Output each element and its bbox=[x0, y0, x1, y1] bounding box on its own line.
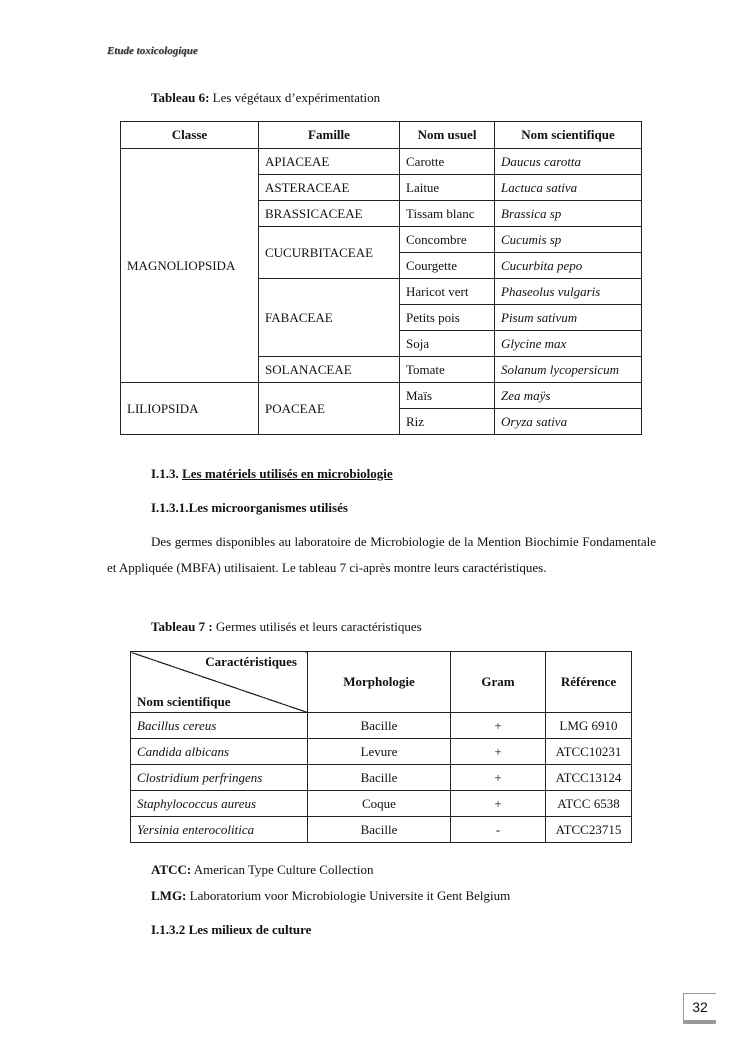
germ-name-cell: Staphylococcus aureus bbox=[131, 791, 308, 817]
table6-caption-text: Les végétaux d’expérimentation bbox=[209, 90, 381, 105]
morphology-cell: Bacille bbox=[308, 713, 451, 739]
germ-name-cell: Yersinia enterocolitica bbox=[131, 817, 308, 843]
gram-cell: + bbox=[451, 765, 546, 791]
col-header-reference: Référence bbox=[546, 652, 632, 713]
running-header: Etude toxicologique bbox=[107, 45, 198, 57]
paragraph-text: Des germes disponibles au laboratoire de Microbiologie de la Mention Biochimie Fondamentale et Appliquée (MBFA) utilisaient. Le tableau 7 ci-après montre leurs caractéristiques. bbox=[107, 534, 656, 575]
germ-name-cell: Candida albicans bbox=[131, 739, 308, 765]
reference-cell: ATCC 6538 bbox=[546, 791, 632, 817]
reference-cell: ATCC23715 bbox=[546, 817, 632, 843]
scientific-name-cell: Lactuca sativa bbox=[495, 175, 642, 201]
table-row bbox=[131, 765, 632, 791]
table6-caption bbox=[151, 90, 380, 106]
col-header-nom-scientifique: Nom scientifique bbox=[495, 122, 642, 149]
table-row bbox=[131, 739, 632, 765]
usual-name-cell: Laitue bbox=[400, 175, 495, 201]
gram-cell: + bbox=[451, 739, 546, 765]
class-cell: LILIOPSIDA bbox=[121, 383, 259, 435]
diag-header-characteristics: Caractéristiques bbox=[205, 654, 297, 669]
abbreviation-note-lmg bbox=[151, 888, 510, 904]
table-row bbox=[121, 149, 642, 175]
scientific-name-cell: Solanum lycopersicum bbox=[495, 357, 642, 383]
table-header-row bbox=[121, 122, 642, 149]
table-row bbox=[131, 713, 632, 739]
section-heading-1-1-3 bbox=[151, 466, 393, 482]
table6-caption-label: Tableau 6: bbox=[151, 90, 210, 105]
family-cell: APIACEAE bbox=[259, 149, 400, 175]
col-header-morphologie: Morphologie bbox=[308, 652, 451, 713]
family-cell: ASTERACEAE bbox=[259, 175, 400, 201]
family-cell: SOLANACEAE bbox=[259, 357, 400, 383]
scientific-name-cell: Glycine max bbox=[495, 331, 642, 357]
family-cell: POACEAE bbox=[259, 383, 400, 435]
usual-name-cell: Tomate bbox=[400, 357, 495, 383]
usual-name-cell: Courgette bbox=[400, 253, 495, 279]
body-paragraph bbox=[107, 529, 656, 581]
vegetables-table bbox=[120, 121, 642, 435]
usual-name-cell: Concombre bbox=[400, 227, 495, 253]
scientific-name-cell: Zea maÿs bbox=[495, 383, 642, 409]
table7-caption bbox=[151, 619, 422, 635]
page-number: 32 bbox=[683, 993, 716, 1022]
usual-name-cell: Haricot vert bbox=[400, 279, 495, 305]
section-title: Les milieux de culture bbox=[188, 922, 312, 937]
family-cell: FABACEAE bbox=[259, 279, 400, 357]
table-header-row bbox=[131, 652, 632, 713]
note-text: Laboratorium voor Microbiologie Universite it Gent Belgium bbox=[186, 888, 511, 903]
col-header-nom-usuel: Nom usuel bbox=[400, 122, 495, 149]
germ-name-cell: Clostridium perfringens bbox=[131, 765, 308, 791]
scientific-name-cell: Phaseolus vulgaris bbox=[495, 279, 642, 305]
morphology-cell: Bacille bbox=[308, 817, 451, 843]
reference-cell: ATCC13124 bbox=[546, 765, 632, 791]
table-row bbox=[131, 817, 632, 843]
note-text: American Type Culture Collection bbox=[191, 862, 374, 877]
section-heading-1-1-3-2 bbox=[151, 922, 311, 938]
abbreviation-note-atcc bbox=[151, 862, 373, 878]
germ-name-cell: Bacillus cereus bbox=[131, 713, 308, 739]
family-cell: CUCURBITACEAE bbox=[259, 227, 400, 279]
scientific-name-cell: Brassica sp bbox=[495, 201, 642, 227]
class-cell: MAGNOLIOPSIDA bbox=[121, 149, 259, 383]
diagonal-header-cell bbox=[131, 652, 308, 713]
gram-cell: - bbox=[451, 817, 546, 843]
diag-header-scientific-name: Nom scientifique bbox=[137, 694, 231, 709]
table7-caption-label: Tableau 7 : bbox=[151, 619, 213, 634]
scientific-name-cell: Oryza sativa bbox=[495, 409, 642, 435]
note-label: LMG: bbox=[151, 888, 187, 903]
usual-name-cell: Tissam blanc bbox=[400, 201, 495, 227]
usual-name-cell: Riz bbox=[400, 409, 495, 435]
col-header-gram: Gram bbox=[451, 652, 546, 713]
usual-name-cell: Carotte bbox=[400, 149, 495, 175]
scientific-name-cell: Cucumis sp bbox=[495, 227, 642, 253]
gram-cell: + bbox=[451, 713, 546, 739]
section-title: Les matériels utilisés en microbiologie bbox=[182, 466, 393, 481]
morphology-cell: Coque bbox=[308, 791, 451, 817]
scientific-name-cell: Daucus carotta bbox=[495, 149, 642, 175]
note-label: ATCC: bbox=[151, 862, 192, 877]
reference-cell: ATCC10231 bbox=[546, 739, 632, 765]
reference-cell: LMG 6910 bbox=[546, 713, 632, 739]
table7-caption-text: Germes utilisés et leurs caractéristiques bbox=[212, 619, 422, 634]
family-cell: BRASSICACEAE bbox=[259, 201, 400, 227]
section-number: I.1.3.2 bbox=[151, 922, 186, 937]
table-row bbox=[121, 383, 642, 409]
scientific-name-cell: Cucurbita pepo bbox=[495, 253, 642, 279]
section-number: I.1.3. bbox=[151, 466, 179, 481]
page-number-bar bbox=[683, 1020, 716, 1024]
gram-cell: + bbox=[451, 791, 546, 817]
section-number: I.1.3.1. bbox=[151, 500, 189, 515]
table-row bbox=[131, 791, 632, 817]
section-heading-1-1-3-1 bbox=[151, 500, 348, 516]
morphology-cell: Levure bbox=[308, 739, 451, 765]
usual-name-cell: Soja bbox=[400, 331, 495, 357]
usual-name-cell: Petits pois bbox=[400, 305, 495, 331]
col-header-famille: Famille bbox=[259, 122, 400, 149]
scientific-name-cell: Pisum sativum bbox=[495, 305, 642, 331]
usual-name-cell: Maïs bbox=[400, 383, 495, 409]
section-title: Les microorganismes utilisés bbox=[188, 500, 348, 515]
germs-table bbox=[130, 651, 632, 843]
morphology-cell: Bacille bbox=[308, 765, 451, 791]
col-header-classe: Classe bbox=[121, 122, 259, 149]
